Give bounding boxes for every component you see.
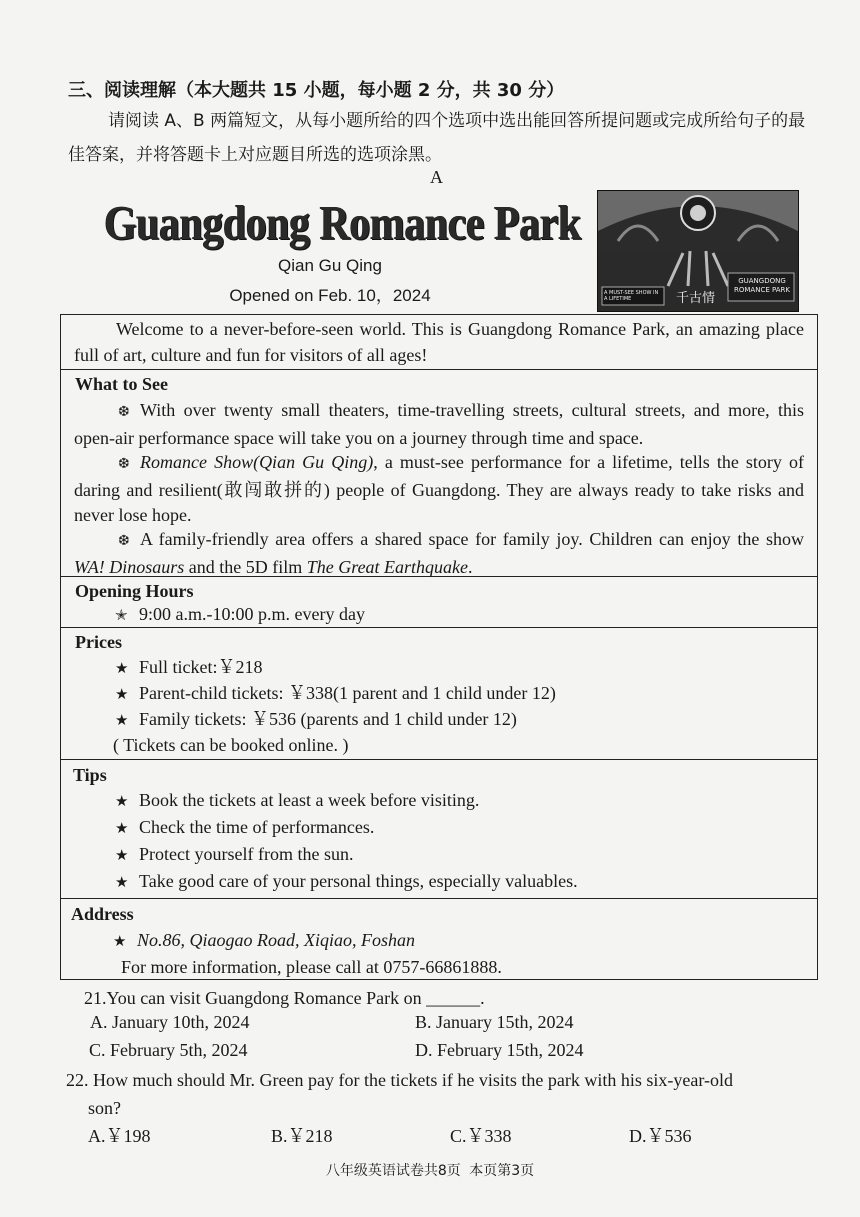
- park-info-box: [60, 314, 818, 980]
- q21-option-b[interactable]: B. January 15th, 2024: [415, 1012, 574, 1032]
- page-footer: 八年级英语试卷共8页 本页第3页: [325, 1163, 535, 1179]
- tip-item: ★ Protect yourself from the sun.: [115, 841, 353, 870]
- opening-hours-heading: Opening Hours: [75, 581, 194, 601]
- photo-sign-left: A MUST-SEE SHOW IN A LIFETIME: [604, 290, 659, 302]
- welcome-text: Welcome to a never-before-seen world. This is Guangdong Romance Park, an amazing place full of art, culture and fun for visitors of all ages!: [74, 319, 804, 365]
- prices-heading: Prices: [75, 632, 122, 652]
- star-bullet-icon: ★: [115, 848, 129, 864]
- q22-option-a[interactable]: A.￥198: [88, 1126, 151, 1146]
- question-22-stem: 22. How much should Mr. Green pay for the tickets if he visits the park with his six-year-old: [66, 1070, 734, 1090]
- star-bullet-icon: ★: [115, 713, 129, 729]
- see-item-3: ❆ A family-friendly area offers a shared space for family joy. Children can enjoy the show WA! Dinosaurs and the 5D film The Great Earthquake.: [74, 529, 804, 577]
- see-item-1: ❆ With over twenty small theaters, time-travelling streets, cultural streets, and more, this open-air performance space will take you on a journey through time and space.: [74, 400, 804, 448]
- star-bullet-icon: ★: [115, 661, 129, 677]
- price-note: ( Tickets can be booked online. ): [113, 735, 349, 755]
- price-item: ★ Parent-child tickets: ￥338(1 parent and 1 child under 12): [115, 680, 556, 709]
- opening-hours-text: ✭ 9:00 a.m.-10:00 p.m. every day: [115, 601, 365, 630]
- poster-opened-date: Opened on Feb. 10，2024: [229, 286, 431, 305]
- address-section: [61, 899, 817, 981]
- tips-heading: Tips: [73, 765, 107, 785]
- tips-section: [61, 760, 817, 899]
- question-21-stem: 21.You can visit Guangdong Romance Park on ______.: [84, 988, 485, 1008]
- prices-section: [61, 628, 817, 760]
- poster-title: Guangdong Romance Park: [104, 197, 581, 251]
- opening-hours-section: [61, 577, 817, 628]
- q22-option-d[interactable]: D.￥536: [629, 1126, 692, 1146]
- photo-sign-right: GUANGDONG ROMANCE PARK: [734, 277, 790, 294]
- q21-option-c[interactable]: C. February 5th, 2024: [89, 1040, 248, 1060]
- star-bullet-icon: ★: [115, 794, 129, 810]
- welcome-section: [61, 315, 817, 370]
- photo-sign-mid: 千古情: [676, 291, 716, 306]
- contact-text: For more information, please call at 0757-66861888.: [121, 957, 502, 977]
- section-heading: 三、阅读理解（本大题共 15 小题，每小题 2 分，共 30 分）: [68, 80, 565, 101]
- q22-option-c[interactable]: C.￥338: [450, 1126, 512, 1146]
- star-bullet-icon: ★: [113, 934, 127, 950]
- address-text: ★ No.86, Qiaogao Road, Xiqiao, Foshan: [113, 927, 415, 956]
- star-bullet-icon: ✭: [115, 608, 128, 624]
- passage-label: A: [430, 167, 443, 187]
- star-bullet-icon: ★: [115, 875, 129, 891]
- snowflake-bullet-icon: ❆: [118, 534, 130, 549]
- park-gate-photo: [597, 190, 799, 312]
- snowflake-bullet-icon: ❆: [118, 405, 130, 420]
- snowflake-bullet-icon: ❆: [118, 457, 130, 472]
- tip-item: ★ Book the tickets at least a week before visiting.: [115, 787, 479, 816]
- q22-option-b[interactable]: B.￥218: [271, 1126, 333, 1146]
- q21-option-a[interactable]: A. January 10th, 2024: [90, 1012, 250, 1032]
- tip-item: ★ Check the time of performances.: [115, 814, 374, 843]
- price-item: ★ Full ticket:￥218: [115, 654, 263, 683]
- what-to-see-heading: What to See: [75, 374, 168, 394]
- address-heading: Address: [71, 904, 134, 924]
- star-bullet-icon: ★: [115, 821, 129, 837]
- tip-item: ★ Take good care of your personal things, especially valuables.: [115, 868, 578, 897]
- poster-subtitle: Qian Gu Qing: [278, 256, 382, 275]
- see-item-2: ❆ Romance Show(Qian Gu Qing), a must-see performance for a lifetime, tells the story of daring and resilient(敢闯敢拼的) people of Guangdong. They are always ready to take risks and never lose hope.: [74, 452, 805, 525]
- section-instruction: 请阅读 A、B 两篇短文，从每小题所给的四个选项中选出能回答所提问题或完成所给句子的最佳答案，并将答题卡上对应题目所选的选项涂黑。: [68, 111, 806, 165]
- star-bullet-icon: ★: [115, 687, 129, 703]
- q21-option-d[interactable]: D. February 15th, 2024: [415, 1040, 584, 1060]
- question-22-stem-cont: son?: [88, 1098, 121, 1118]
- what-to-see-section: [61, 370, 817, 577]
- price-item: ★ Family tickets: ￥536 (parents and 1 child under 12): [115, 706, 517, 735]
